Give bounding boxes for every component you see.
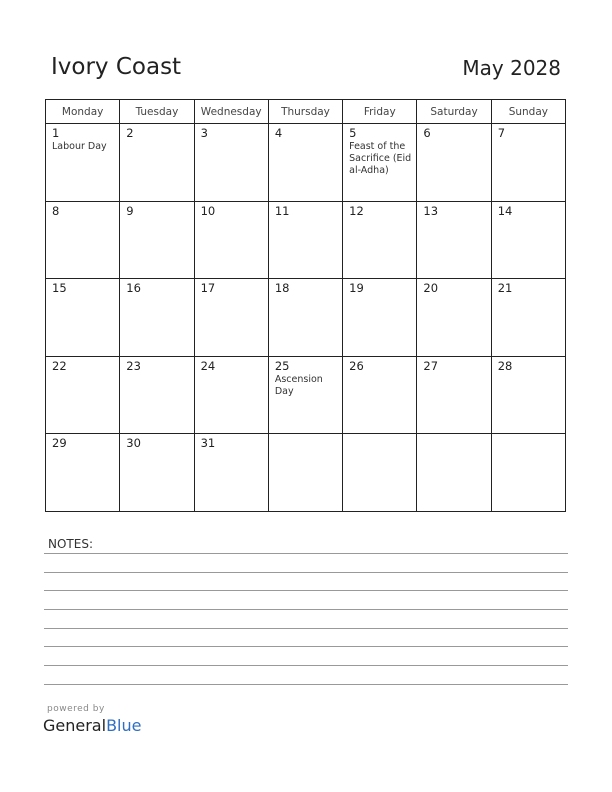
weekday-header: Friday — [343, 100, 417, 124]
day-number: 23 — [126, 358, 141, 373]
day-number: 30 — [126, 436, 141, 451]
day-number: 12 — [349, 203, 364, 218]
calendar-day-cell — [491, 356, 565, 434]
day-number: 31 — [200, 436, 216, 451]
calendar-day-cell — [343, 124, 417, 202]
powered-by-text: powered by — [47, 704, 105, 714]
holiday-label: Labour Day — [52, 141, 107, 152]
calendar-day-cell — [46, 434, 120, 512]
holiday-label: Feast of the Sacrifice (Eid al-Adha) — [349, 141, 412, 176]
weekday-header: Thursday — [268, 100, 342, 124]
day-number: 17 — [200, 281, 216, 296]
calendar-day-cell — [268, 201, 342, 279]
calendar-day-cell — [491, 279, 565, 357]
calendar-week-row — [46, 201, 566, 279]
day-number: 4 — [274, 126, 283, 140]
day-number: 3 — [200, 126, 208, 140]
calendar-day-cell — [120, 434, 194, 512]
calendar-day-cell — [491, 124, 565, 202]
calendar-day-cell — [46, 356, 120, 434]
day-number: 19 — [349, 281, 364, 296]
calendar-day-cell — [417, 356, 491, 434]
note-line — [44, 628, 568, 629]
weekday-header-row — [46, 100, 566, 124]
calendar-day-cell — [417, 124, 491, 202]
day-number: 18 — [274, 281, 290, 296]
holiday-label: Ascension Day — [274, 373, 323, 397]
weekday-header: Monday — [46, 100, 120, 124]
day-number: 22 — [52, 358, 67, 373]
calendar-day-cell — [120, 124, 194, 202]
logo-general: General — [43, 716, 107, 735]
day-number: 7 — [497, 126, 506, 140]
calendar-day-cell — [268, 356, 342, 434]
calendar-grid — [45, 99, 566, 512]
calendar-day-cell — [343, 279, 417, 357]
note-line — [44, 553, 568, 554]
weekday-header: Saturday — [417, 100, 491, 124]
calendar-day-cell — [46, 279, 120, 357]
calendar-week-row — [46, 434, 566, 512]
calendar-day-cell — [194, 279, 268, 357]
calendar-day-cell — [120, 201, 194, 279]
day-number: 21 — [497, 281, 513, 296]
day-number: 20 — [423, 281, 439, 296]
day-number: 1 — [52, 126, 60, 140]
calendar-week-row — [46, 279, 566, 357]
notes-label: NOTES: — [48, 537, 93, 551]
day-number: 27 — [423, 358, 439, 373]
country-title: Ivory Coast — [51, 54, 182, 80]
calendar-day-cell — [194, 124, 268, 202]
day-number: 13 — [423, 203, 439, 218]
month-year-title: May 2028 — [462, 56, 561, 80]
note-line — [44, 609, 568, 610]
calendar-day-cell — [343, 201, 417, 279]
day-number: 28 — [497, 358, 513, 373]
day-number: 14 — [497, 203, 513, 218]
calendar-day-cell — [194, 201, 268, 279]
note-line — [44, 590, 568, 591]
note-line — [44, 665, 568, 666]
day-number: 24 — [200, 358, 216, 373]
note-line — [44, 572, 568, 573]
note-line — [44, 646, 568, 647]
day-number: 15 — [52, 281, 67, 296]
calendar-week-row — [46, 124, 566, 202]
calendar-day-cell — [417, 434, 491, 512]
calendar-week-row — [46, 356, 566, 434]
calendar-day-cell — [46, 201, 120, 279]
day-number: 26 — [349, 358, 364, 373]
weekday-header: Wednesday — [194, 100, 268, 124]
day-number: 25 — [274, 358, 290, 373]
calendar-day-cell — [120, 356, 194, 434]
calendar-day-cell — [120, 279, 194, 357]
calendar-day-cell — [417, 201, 491, 279]
logo-blue: Blue — [106, 716, 142, 735]
calendar-day-cell — [343, 356, 417, 434]
day-number: 11 — [274, 203, 290, 218]
day-number: 8 — [52, 203, 60, 218]
day-number: 16 — [126, 281, 141, 296]
calendar-day-cell — [343, 434, 417, 512]
note-line — [44, 684, 568, 685]
calendar-day-cell — [491, 201, 565, 279]
calendar-day-cell — [194, 356, 268, 434]
calendar-day-cell — [268, 279, 342, 357]
day-number: 29 — [52, 436, 67, 451]
day-number: 5 — [349, 126, 357, 140]
calendar-day-cell — [46, 124, 120, 202]
weekday-header: Sunday — [491, 100, 565, 124]
day-number: 2 — [126, 126, 134, 140]
calendar-day-cell — [417, 279, 491, 357]
calendar-day-cell — [268, 124, 342, 202]
day-number: 6 — [423, 126, 431, 140]
calendar-day-cell — [194, 434, 268, 512]
generalblue-logo — [43, 716, 141, 735]
day-number: 10 — [200, 203, 216, 218]
weekday-header: Tuesday — [120, 100, 194, 124]
calendar-day-cell — [268, 434, 342, 512]
calendar-day-cell — [491, 434, 565, 512]
day-number: 9 — [126, 203, 134, 218]
